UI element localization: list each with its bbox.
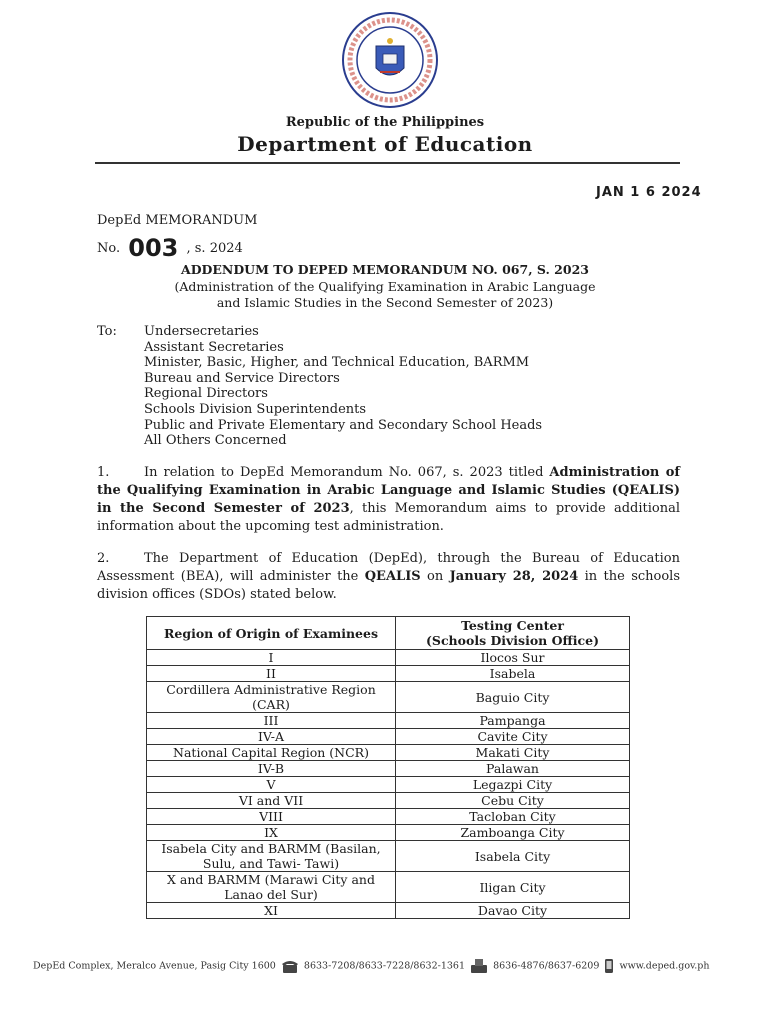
memo-label: DepEd MEMORANDUM bbox=[97, 213, 258, 228]
region-cell: II bbox=[147, 666, 396, 682]
footer-website: www.deped.gov.ph bbox=[619, 960, 710, 972]
center-cell: Pampanga bbox=[396, 713, 630, 729]
table-row bbox=[147, 745, 630, 761]
table-row bbox=[147, 841, 630, 872]
region-cell: IX bbox=[147, 825, 396, 841]
region-cell: National Capital Region (NCR) bbox=[147, 745, 396, 761]
paragraph-2-text-c: in the schools division offices (SDOs) stated below. bbox=[97, 569, 681, 602]
center-cell: Isabela City bbox=[396, 841, 630, 872]
table-row bbox=[147, 666, 630, 682]
memo-subtitle-line-1: (Administration of the Qualifying Examination in Arabic Language bbox=[174, 279, 596, 294]
table-row bbox=[147, 761, 630, 777]
footer-fax: 8636-4876/8637-6209 bbox=[493, 960, 600, 972]
paragraph-1-number: 1. bbox=[97, 465, 110, 480]
region-cell: Cordillera Administrative Region (CAR) bbox=[147, 682, 396, 713]
region-cell: IV-B bbox=[147, 761, 396, 777]
mobile-icon bbox=[604, 958, 614, 974]
department-heading: Department of Education bbox=[237, 132, 533, 156]
deped-seal-logo bbox=[340, 10, 440, 110]
center-cell: Isabela bbox=[396, 666, 630, 682]
center-cell: Zamboanga City bbox=[396, 825, 630, 841]
header-divider bbox=[95, 162, 680, 164]
region-cell: X and BARMM (Marawi City and Lanao del Sur) bbox=[147, 872, 396, 903]
center-cell: Davao City bbox=[396, 903, 630, 919]
page-footer bbox=[33, 958, 753, 980]
recipient-item: Bureau and Service Directors bbox=[144, 370, 340, 386]
table-row bbox=[147, 777, 630, 793]
center-cell: Cebu City bbox=[396, 793, 630, 809]
paragraph-1-text-b: , this Memorandum aims to provide additional information about the upcoming test administration. bbox=[97, 501, 681, 534]
column-header-testing-center-line-2: (Schools Division Office) bbox=[426, 633, 599, 648]
memo-title: ADDENDUM TO DEPED MEMORANDUM NO. 067, S. 2023 bbox=[181, 262, 589, 277]
recipient-item: Minister, Basic, Higher, and Technical Education, BARMM bbox=[144, 355, 530, 371]
center-cell: Cavite City bbox=[396, 729, 630, 745]
center-cell: Iligan City bbox=[396, 872, 630, 903]
paragraph-2-number: 2. bbox=[97, 551, 110, 566]
memo-no-prefix: No. bbox=[97, 241, 121, 256]
region-cell: VIII bbox=[147, 809, 396, 825]
testing-center-table bbox=[146, 616, 630, 919]
table-row bbox=[147, 793, 630, 809]
paragraph-2 bbox=[97, 550, 680, 604]
region-cell: I bbox=[147, 650, 396, 666]
center-cell: Legazpi City bbox=[396, 777, 630, 793]
column-header-region: Region of Origin of Examinees bbox=[147, 617, 396, 650]
column-header-testing-center bbox=[396, 617, 630, 650]
footer-phone: 8633-7208/8633-7228/8632-1361 bbox=[303, 960, 465, 972]
recipient-item: Schools Division Superintendents bbox=[144, 401, 367, 417]
recipient-item: Public and Private Elementary and Secondary School Heads bbox=[144, 417, 543, 433]
recipient-item: All Others Concerned bbox=[144, 433, 287, 449]
region-cell: XI bbox=[147, 903, 396, 919]
memo-number: 003 bbox=[128, 234, 179, 262]
recipients-label: To: bbox=[97, 324, 117, 339]
paragraph-1 bbox=[97, 464, 680, 536]
paragraph-2-bold-qealis: QEALIS bbox=[364, 569, 421, 584]
center-cell: Makati City bbox=[396, 745, 630, 761]
region-cell: Isabela City and BARMM (Basilan, Sulu, and Tawi- Tawi) bbox=[147, 841, 396, 872]
region-cell: VI and VII bbox=[147, 793, 396, 809]
memo-series: , s. 2024 bbox=[186, 241, 243, 256]
memo-date-stamp: JAN 1 6 2024 bbox=[596, 185, 702, 200]
table-row bbox=[147, 809, 630, 825]
table-row bbox=[147, 650, 630, 666]
republic-heading: Republic of the Philippines bbox=[285, 115, 485, 130]
memo-subtitle-line-2: and Islamic Studies in the Second Semester of 2023) bbox=[216, 295, 554, 310]
paragraph-2-bold-date: January 28, 2024 bbox=[449, 569, 579, 584]
center-cell: Baguio City bbox=[396, 682, 630, 713]
table-header-row bbox=[147, 617, 630, 650]
table-row bbox=[147, 903, 630, 919]
telephone-icon bbox=[281, 958, 299, 974]
table-row bbox=[147, 872, 630, 903]
footer-address: DepEd Complex, Meralco Avenue, Pasig City 1600 bbox=[33, 960, 276, 972]
paragraph-1-bold-title: Administration of the Qualifying Examination in Arabic Language and Islamic Studies (QEALIS) in the Second Semester of 2023 bbox=[97, 465, 680, 516]
table-row bbox=[147, 729, 630, 745]
region-cell: V bbox=[147, 777, 396, 793]
recipient-item: Undersecretaries bbox=[144, 324, 259, 339]
table-row bbox=[147, 682, 630, 713]
paragraph-2-text-b: on bbox=[420, 569, 450, 584]
paragraph-2-text-a: The Department of Education (DepEd), through the Bureau of Education Assessment (BEA), will administer the bbox=[97, 551, 680, 584]
center-cell: Tacloban City bbox=[396, 809, 630, 825]
fax-icon bbox=[470, 958, 488, 974]
memo-number-line bbox=[97, 230, 243, 262]
paragraph-1-text-a: In relation to DepEd Memorandum No. 067, s. 2023 titled bbox=[144, 465, 550, 480]
table-row bbox=[147, 713, 630, 729]
table-row bbox=[147, 825, 630, 841]
center-cell: Ilocos Sur bbox=[396, 650, 630, 666]
recipient-item: Regional Directors bbox=[144, 386, 268, 402]
recipient-item: Assistant Secretaries bbox=[144, 339, 284, 355]
center-cell: Palawan bbox=[396, 761, 630, 777]
recipients-list bbox=[144, 324, 542, 449]
region-cell: IV-A bbox=[147, 729, 396, 745]
region-cell: III bbox=[147, 713, 396, 729]
column-header-testing-center-line-1: Testing Center bbox=[461, 618, 564, 633]
